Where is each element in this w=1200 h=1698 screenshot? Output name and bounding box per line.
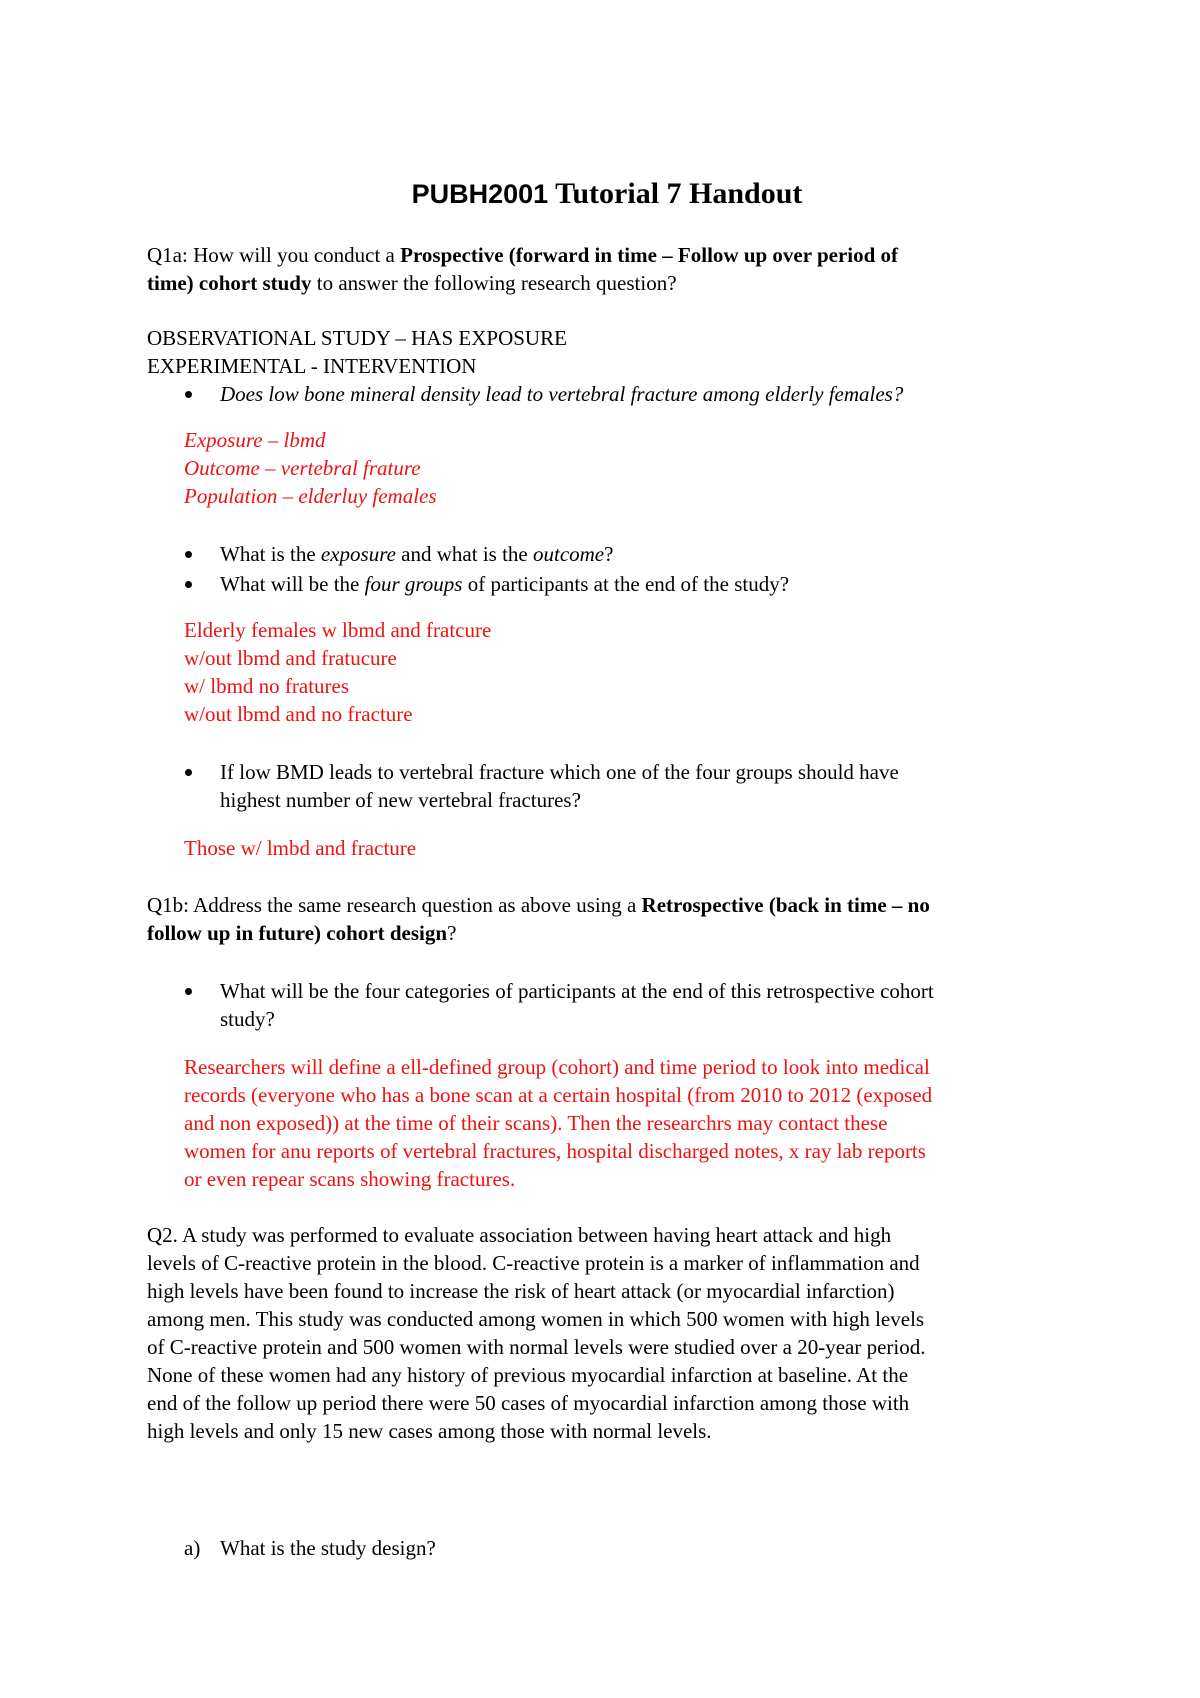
q2a-marker: a) — [184, 1536, 201, 1560]
answer-highest-text: Those w/ lmbd and fracture — [184, 836, 417, 860]
q2-line: high levels have been found to increase the risk of heart attack (or myocardial infarction) — [147, 1279, 895, 1303]
q1b-bold-2: follow up in future) cohort design — [147, 921, 448, 945]
question-four-groups-text: What will be the four groups of participants at the end of the study? — [220, 572, 790, 596]
question-highest-text: If low BMD leads to vertebral fracture which one of the four groups should have highest number of new vertebral fractures? — [220, 760, 899, 812]
answer-retro-line: women for anu reports of vertebral fractures, hospital discharged notes, x ray lab reports — [184, 1139, 926, 1163]
q1b-prefix: Q1b: Address the same research question as above using a — [147, 893, 642, 917]
answer-four-groups — [184, 616, 1067, 728]
bullet-icon — [185, 581, 192, 588]
answer-population: Population – elderluy females — [184, 484, 437, 508]
answer-outcome: Outcome – vertebral frature — [184, 456, 421, 480]
q2a-text: What is the study design? — [220, 1536, 436, 1560]
answer-group-line: w/out lbmd and no fracture — [184, 702, 413, 726]
q1a-suffix: to answer the following research question? — [311, 271, 677, 295]
answer-group-line: w/out lbmd and fratucure — [184, 646, 397, 670]
answer-exposure: Exposure – lbmd — [184, 428, 326, 452]
page-title — [147, 176, 1067, 212]
q2-line: None of these women had any history of previous myocardial infarction at baseline. At the — [147, 1363, 909, 1387]
title-rest: Tutorial 7 Handout — [548, 177, 803, 210]
question-exposure-outcome-text: What is the exposure and what is the outcome? — [220, 542, 614, 566]
title-code: PUBH2001 — [411, 179, 549, 209]
note-observational: OBSERVATIONAL STUDY – HAS EXPOSURE — [147, 326, 567, 350]
answer-highest — [184, 834, 1067, 862]
bullet-icon — [185, 769, 192, 776]
answer-exposure-outcome — [184, 426, 1067, 510]
q1a-bold-1: Prospective (forward in time – Follow up over period of — [400, 243, 899, 267]
answer-retrospective — [184, 1053, 1067, 1193]
q1b-paragraph — [147, 891, 1067, 947]
q2-line: Q2. A study was performed to evaluate association between having heart attack and high — [147, 1223, 892, 1247]
q2-line: end of the follow up period there were 50 cases of myocardial infarction among those with — [147, 1391, 910, 1415]
bullet-icon — [185, 988, 192, 995]
q1b-suffix: ? — [447, 921, 457, 945]
answer-retro-line: Researchers will define a ell-defined group (cohort) and time period to look into medical — [184, 1055, 930, 1079]
answer-retro-line: and non exposed)) at the time of their scans). Then the researchrs may contact these — [184, 1111, 888, 1135]
question-categories-text: What will be the four categories of participants at the end of this retrospective cohort study? — [220, 979, 934, 1031]
answer-group-line: w/ lbmd no fratures — [184, 674, 350, 698]
q2-line: of C-reactive protein and 500 women with normal levels were studied over a 20-year period. — [147, 1335, 926, 1359]
q1a-prefix: Q1a: How will you conduct a — [147, 243, 401, 267]
answer-group-line: Elderly females w lbmd and fratcure — [184, 618, 492, 642]
answer-retro-line: or even repear scans showing fractures. — [184, 1167, 516, 1191]
q1b-bold-1: Retrospective (back in time – no — [641, 893, 930, 917]
q2-line: among men. This study was conducted among women in which 500 women with high levels — [147, 1307, 925, 1331]
q1a-bold-2: time) cohort study — [147, 271, 312, 295]
research-question-text: Does low bone mineral density lead to vertebral fracture among elderly females? — [220, 382, 904, 406]
bullet-icon — [185, 391, 192, 398]
q2-line: high levels and only 15 new cases among those with normal levels. — [147, 1419, 712, 1443]
study-type-notes — [147, 324, 1067, 380]
q1a-paragraph — [147, 241, 1067, 297]
note-experimental: EXPERIMENTAL - INTERVENTION — [147, 354, 477, 378]
answer-retro-line: records (everyone who has a bone scan at a certain hospital (from 2010 to 2012 (exposed — [184, 1083, 933, 1107]
q2-line: levels of C-reactive protein in the blood. C-reactive protein is a marker of inflammation and — [147, 1251, 920, 1275]
bullet-icon — [185, 551, 192, 558]
q2-paragraph — [147, 1221, 1067, 1445]
